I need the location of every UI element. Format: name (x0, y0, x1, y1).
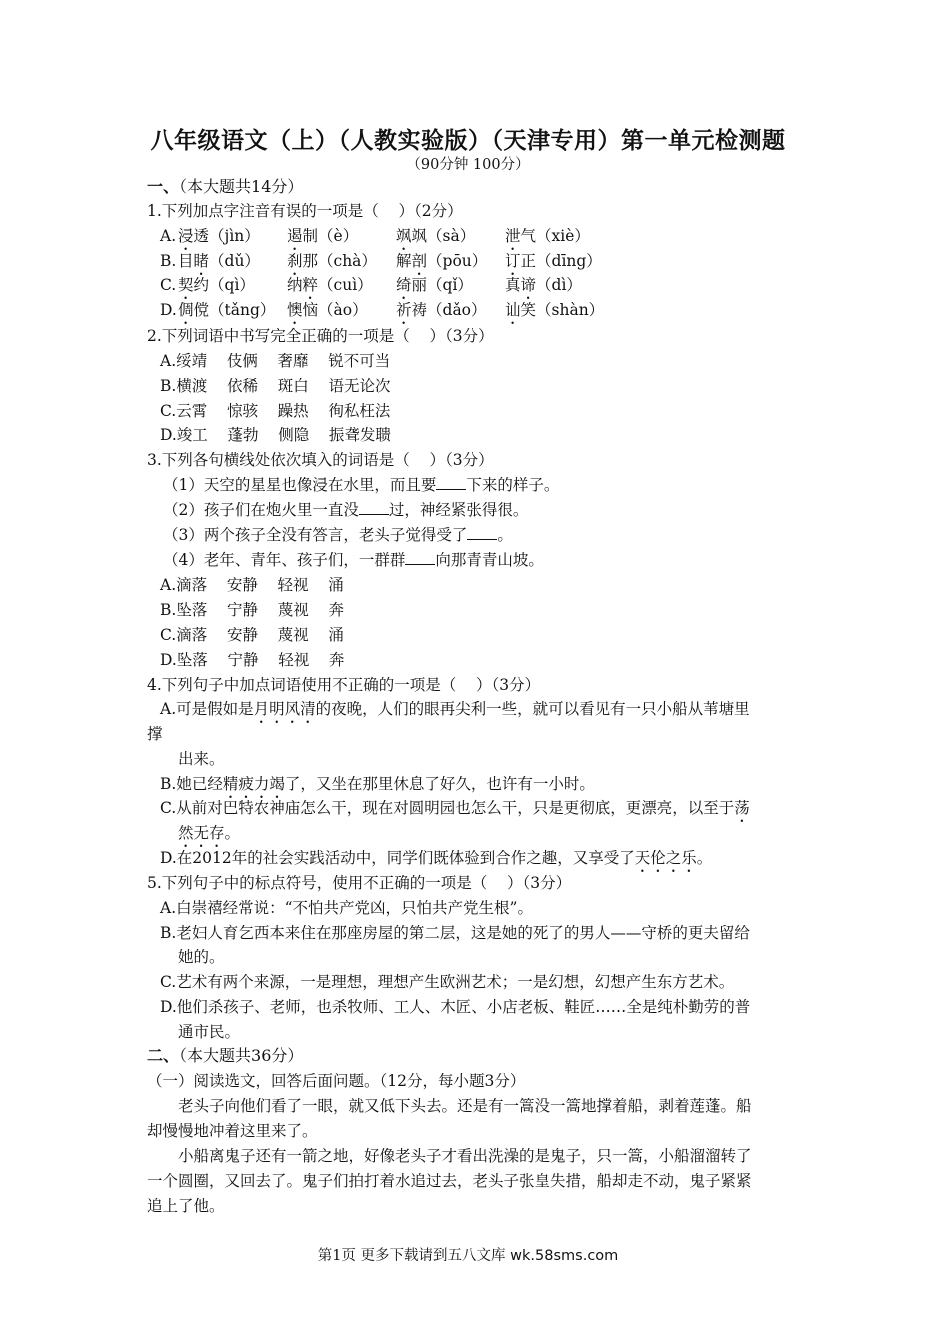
q3-stem: 3.下列各句横线处依次填入的词语是（ ）（3分） (147, 451, 494, 469)
q2-stem: 2.下列词语中书写完全正确的一项是（ ）（3分） (147, 327, 494, 345)
q1-option-word: 讪笑（shàn） (505, 301, 605, 319)
q1-option-label: A. (160, 227, 177, 245)
q1-option-word: 目睹（dǔ） (178, 252, 260, 270)
q1-option-word: 契约（qì） (178, 276, 255, 294)
q1-option-word: 真谛（dì） (505, 276, 582, 294)
q5-option-b-cont: 她的。 (178, 948, 225, 966)
q3-sentence-3: （3）两个孩子全没有答言，老头子觉得受了 。 (163, 526, 513, 544)
q1-option-word: 浸透（jìn） (178, 227, 260, 245)
q4-option-c: C.从前对巴特农神庙怎么干，现在对圆明园也怎么干，只是更彻底，更漂亮，以至于荡 (160, 799, 750, 817)
q5-option-b: B.老妇人育乞西本来住在那座房屋的第二层，这是她的死了的男人——守桥的更夫留给 (160, 924, 750, 942)
q5-option-c: C.艺术有两个来源，一是理想，理想产生欧洲艺术；一是幻想，幻想产生东方艺术。 (160, 973, 735, 991)
reading-para-2-line-1: 小船离鬼子还有一箭之地，好像老头子才看出洗澡的是鬼子，只一篙，小船溜溜转了 (178, 1147, 752, 1165)
q1-option-word: 飒飒（sà） (396, 227, 476, 245)
q5-option-d: D.他们杀孩子、老师，也杀牧师、工人、木匠、小店老板、鞋匠……全是纯朴勤劳的普 (160, 998, 751, 1016)
q3-sentence-4: （4）老年、青年、孩子们，一群群 向那青青山坡。 (163, 551, 544, 569)
fill-blank (405, 550, 435, 565)
reading-para-1-line-2: 却慢慢地冲着这里来了。 (147, 1122, 318, 1140)
q5-stem: 5.下列句子中的标点符号，使用不正确的一项是（ ）（3分） (147, 874, 572, 892)
page-subtitle: （90分钟 100分） (406, 157, 530, 173)
q3-option-b: B.坠落 宁静 蔑视 奔 (160, 601, 344, 619)
q3-option-d: D.坠落 宁静 轻视 奔 (160, 651, 345, 669)
q4-option-b: B.她已经精疲力竭了，又坐在那里休息了好久，也许有一小时。 (160, 775, 595, 793)
q4-option-a-wrap: 撑 (147, 725, 163, 743)
footer-site-link[interactable]: wk.58sms.com (510, 1248, 619, 1264)
q5-option-a: A.白崇禧经常说：“不怕共产党凶，只怕共产党生根”。 (160, 899, 533, 917)
q3-option-c: C.滴落 安静 蔑视 涌 (160, 626, 344, 644)
q1-option-word: 绮丽（qǐ） (396, 276, 473, 294)
q1-option-label: C. (160, 276, 177, 294)
q2-option-a: A.绥靖 伎俩 奢靡 锐不可当 (160, 352, 391, 370)
q1-option-word: 解剖（pōu） (396, 252, 488, 270)
q1-stem: 1.下列加点字注音有误的一项是（ ）（2分） (147, 202, 463, 220)
reading-heading: （一）阅读选文，回答后面问题。（12分，每小题3分） (147, 1072, 526, 1090)
q4-option-a-cont: 出来。 (178, 750, 225, 768)
q1-option-word: 倜傥（tǎng） (178, 301, 276, 319)
q2-option-c: C.云霄 惊骇 躁热 徇私枉法 (160, 402, 391, 420)
q4-option-a: A.可是假如是月明风清的夜晚，人们的眼再尖利一些，就可以看见有一只小船从苇塘里 (160, 700, 750, 718)
q4-option-d: D.在2012年的社会实践活动中，同学们既体验到合作之趣，又享受了天伦之乐。 (160, 849, 713, 867)
q1-option-word: 纳粹（cuì） (287, 276, 373, 294)
q5-option-d-cont: 通市民。 (178, 1023, 241, 1041)
q1-option-word: 懊恼（ào） (287, 301, 368, 319)
section-2-heading: 二、（本大题共36分） (147, 1046, 304, 1065)
q1-option-label: D. (160, 301, 177, 319)
q1-option-word: 祈祷（dǎo） (396, 301, 487, 319)
page-footer: 第1页 更多下载请到五八文库 wk.58sms.com (317, 1248, 619, 1264)
fill-blank (359, 500, 389, 515)
q1-option-word: 订正（dīng） (505, 252, 602, 270)
fill-blank (436, 475, 466, 490)
q3-option-a: A.滴落 安静 轻视 涌 (160, 576, 344, 594)
q4-stem: 4.下列句子中加点词语使用不正确的一项是（ ）（3分） (147, 676, 541, 694)
reading-para-2-line-2: 一个圆圈，又回去了。鬼子们拍打着水追过去，老头子张皇失措，船却走不动，鬼子紧紧 (147, 1172, 752, 1190)
q1-option-word: 遏制（è） (287, 227, 359, 245)
section-1-heading: 一、（本大题共14分） (147, 177, 304, 196)
q1-option-label: B. (160, 252, 177, 270)
page-title: 八年级语文（上）（人教实验版）（天津专用）第一单元检测题 (150, 128, 786, 154)
reading-para-2-line-3: 追上了他。 (147, 1197, 225, 1215)
q3-sentence-2: （2）孩子们在炮火里一直没 过，神经紧张得很。 (163, 501, 529, 519)
fill-blank (467, 525, 497, 540)
reading-para-1-line-1: 老头子向他们看了一眼，就又低下头去。还是有一篙没一篙地撑着船，剥着莲蓬。船 (178, 1097, 752, 1115)
q3-sentence-1: （1）天空的星星也像浸在水里，而且要 下来的样子。 (163, 476, 560, 494)
q4-option-c-cont: 然无存。 (178, 824, 241, 842)
q2-option-b: B.横渡 依稀 斑白 语无论次 (160, 377, 391, 395)
q1-option-word: 泄气（xiè） (505, 227, 590, 245)
q2-option-d: D.竣工 蓬勃 侧隐 振聋发聩 (160, 426, 391, 444)
q1-option-word: 刹那（chà） (287, 252, 377, 270)
